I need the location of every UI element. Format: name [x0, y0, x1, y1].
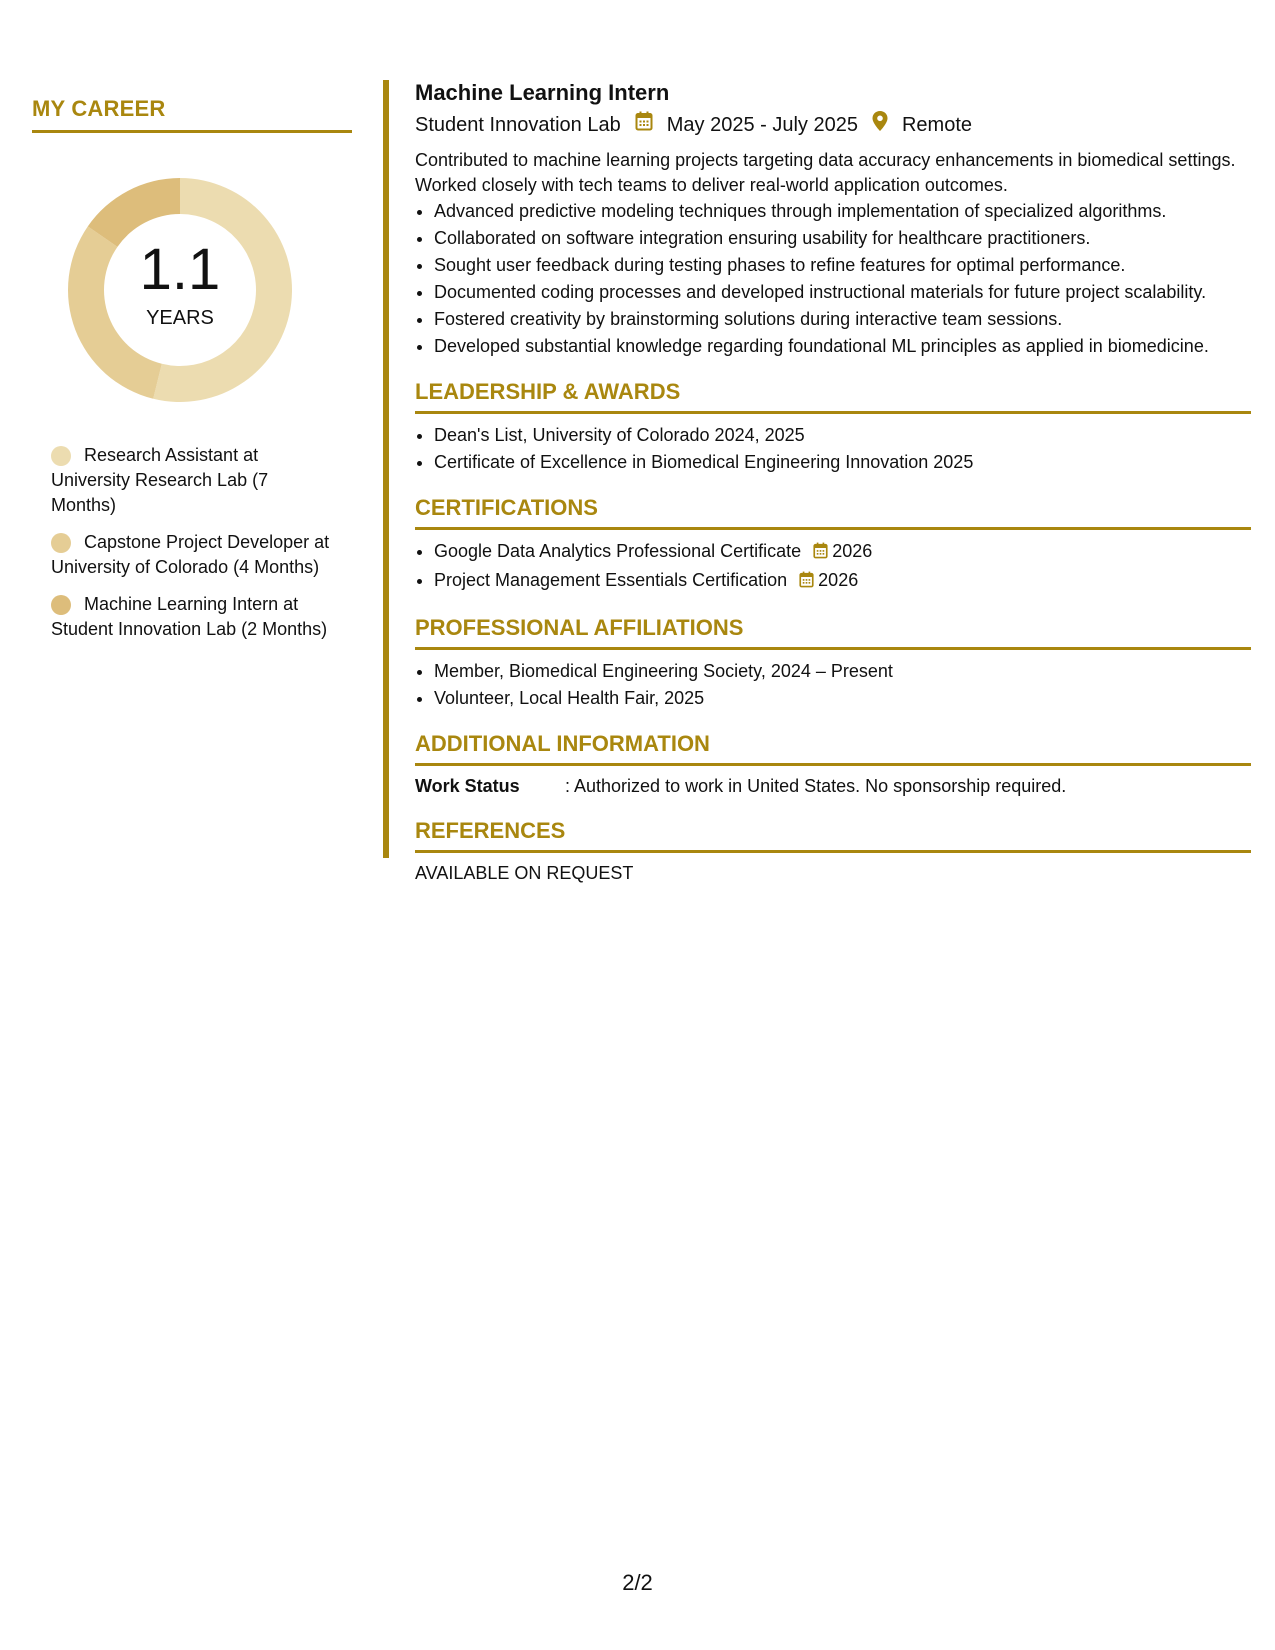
job-description: Contributed to machine learning projects targeting data accuracy enhancements in biomedical settings. Worked closely with tech teams to deliver real-world application outcomes. — [415, 150, 1236, 195]
section-heading: REFERENCES — [415, 818, 566, 843]
career-legend-item: Machine Learning Intern at Student Innovation Lab (2 Months) — [51, 594, 328, 639]
affiliations-list — [415, 658, 1251, 712]
section-heading: LEADERSHIP & AWARDS — [415, 379, 681, 404]
work-status-value: : Authorized to work in United States. No sponsorship required. — [565, 776, 1067, 796]
career-sidebar — [32, 96, 352, 654]
list-item: • Collaborated on software integration ensuring usability for healthcare practitioners. — [434, 225, 1251, 252]
section-rule — [415, 411, 1251, 414]
section-heading: PROFESSIONAL AFFILIATIONS — [415, 615, 744, 640]
column-divider — [383, 80, 389, 858]
section-heading: CERTIFICATIONS — [415, 495, 598, 520]
leadership-section — [415, 378, 1251, 476]
certifications-list — [415, 538, 1251, 596]
list-item — [434, 538, 1251, 567]
references-text: AVAILABLE ON REQUEST — [415, 863, 634, 883]
location-pin-icon — [872, 110, 888, 140]
certifications-section — [415, 494, 1251, 596]
calendar-icon — [813, 540, 828, 567]
career-legend-item: Research Assistant at University Research Lab (7 Months) — [51, 445, 269, 515]
references-section — [415, 817, 1251, 886]
list-item: • Advanced predictive modeling techniques through implementation of specialized algorithms. — [434, 198, 1251, 225]
list-item: • Developed substantial knowledge regarding foundational ML principles as applied in biomedicine. — [434, 333, 1251, 360]
cert-name: Project Management Essentials Certification — [434, 570, 788, 590]
career-legend — [51, 443, 336, 642]
career-heading-rule — [32, 130, 352, 133]
affiliations-section — [415, 614, 1251, 712]
career-heading: MY CAREER — [32, 96, 166, 121]
section-rule — [415, 527, 1251, 530]
list-item: • Documented coding processes and developed instructional materials for future project scalability. — [434, 279, 1251, 306]
job-meta — [415, 110, 1251, 140]
leadership-list — [415, 422, 1251, 476]
calendar-icon — [799, 569, 814, 596]
calendar-icon — [635, 110, 653, 140]
career-legend-item: Capstone Project Developer at University of Colorado (4 Months) — [51, 532, 330, 577]
main-content — [415, 78, 1251, 886]
work-status-row — [415, 774, 1251, 799]
section-rule — [415, 647, 1251, 650]
page-number: 2/2 — [622, 1570, 653, 1595]
legend-dot-icon — [51, 595, 71, 615]
list-item: • Volunteer, Local Health Fair, 2025 — [434, 685, 1251, 712]
list-item: • Fostered creativity by brainstorming solutions during interactive team sessions. — [434, 306, 1251, 333]
job-dates: May 2025 - July 2025 — [666, 114, 858, 136]
legend-dot-icon — [51, 533, 71, 553]
section-rule — [415, 850, 1251, 853]
career-total-unit: YEARS — [146, 307, 214, 329]
job-bullets — [415, 198, 1251, 360]
job-title: Machine Learning Intern — [415, 80, 670, 105]
work-status-label: Work Status — [415, 776, 520, 796]
cert-name: Google Data Analytics Professional Certificate — [434, 541, 802, 561]
job-location: Remote — [901, 114, 972, 136]
list-item: • Certificate of Excellence in Biomedical Engineering Innovation 2025 — [434, 449, 1251, 476]
career-total-value: 1.1 — [139, 237, 221, 302]
career-donut-chart — [65, 175, 295, 405]
section-rule — [415, 763, 1251, 766]
cert-year: 2026 — [832, 541, 873, 561]
job-company: Student Innovation Lab — [415, 114, 621, 136]
additional-info-section — [415, 730, 1251, 799]
section-heading: ADDITIONAL INFORMATION — [415, 731, 710, 756]
list-item — [434, 567, 1251, 596]
legend-dot-icon — [51, 446, 71, 466]
cert-year: 2026 — [818, 570, 859, 590]
experience-entry — [415, 78, 1251, 360]
list-item: • Sought user feedback during testing phases to refine features for optimal performance. — [434, 252, 1251, 279]
list-item: • Member, Biomedical Engineering Society, 2024 – Present — [434, 658, 1251, 685]
list-item: • Dean's List, University of Colorado 2024, 2025 — [434, 422, 1251, 449]
